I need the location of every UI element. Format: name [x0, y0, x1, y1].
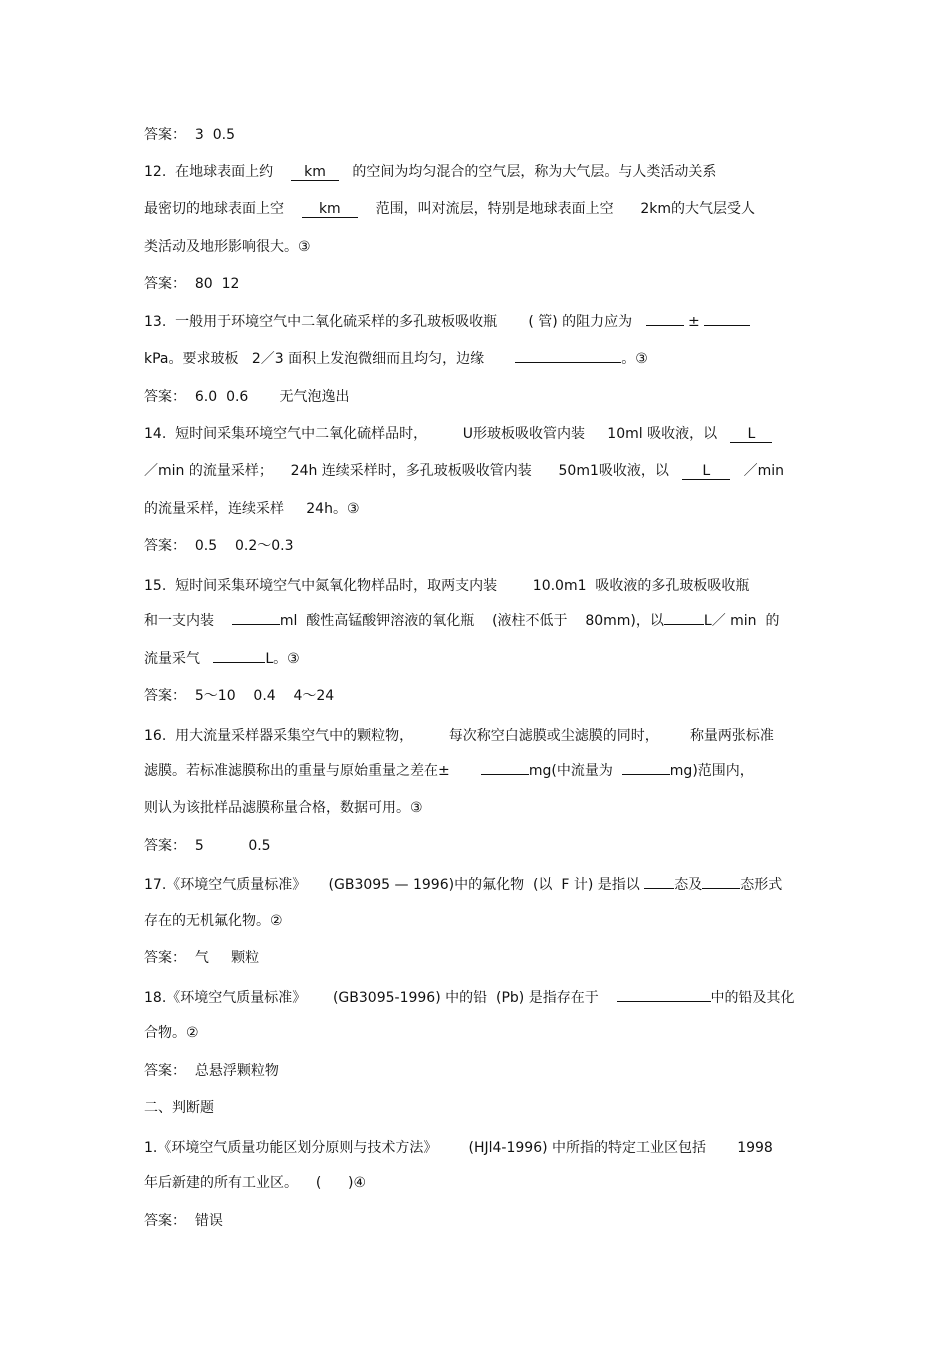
- blank[interactable]: [702, 888, 740, 889]
- blank[interactable]: [664, 624, 704, 625]
- question-12-line1: 12. 在地球表面上约 km 的空间为均匀混合的空气层，称为大气层。与人类活动关系: [144, 164, 717, 180]
- question-15-line3: 流量采气 L。③: [144, 651, 300, 667]
- judge-1-line1: 1.《环境空气质量功能区划分原则与技术方法》 (HJl4-1996) 中所指的特定工业区包括 1998: [144, 1140, 773, 1156]
- blank[interactable]: [232, 624, 280, 625]
- answer-11: 答案： 3 0.5: [144, 127, 235, 143]
- question-14-line3: 的流量采样，连续采样 24h。③: [144, 501, 360, 517]
- blank[interactable]: [515, 362, 621, 363]
- answer-14: 答案： 0.5 0.2～0.3: [144, 538, 294, 554]
- answer-16: 答案： 5 0.5: [144, 838, 271, 854]
- question-14-line2: ／min 的流量采样； 24h 连续采样时，多孔玻板吸收管内装 50m1吸收液，以 L ／min: [144, 463, 784, 479]
- answer-18: 答案： 总悬浮颗粒物: [144, 1063, 279, 1079]
- answer-judge-1: 答案： 错误: [144, 1213, 223, 1229]
- question-16-line3: 则认为该批样品滤膜称量合格，数据可用。③: [144, 800, 423, 816]
- blank[interactable]: [622, 774, 670, 775]
- blank[interactable]: [644, 888, 674, 889]
- blank[interactable]: [213, 662, 265, 663]
- answer-15: 答案： 5～10 0.4 4～24: [144, 688, 335, 704]
- question-17-line1: 17.《环境空气质量标准》 (GB3095 — 1996)中的氟化物 (以 F 计) 是指以 态及 态形式: [144, 877, 783, 893]
- question-15-line1: 15. 短时间采集环境空气中氮氧化物样品时，取两支内装 10.0m1 吸收液的多孔玻板吸收瓶: [144, 578, 750, 594]
- blank[interactable]: [646, 325, 684, 326]
- judge-1-line2: 年后新建的所有工业区。 ( )④: [144, 1175, 366, 1191]
- answer-12: 答案： 80 12: [144, 276, 240, 292]
- blank[interactable]: [617, 1001, 711, 1002]
- answer-17: 答案： 气 颗粒: [144, 950, 260, 966]
- blank[interactable]: km: [302, 201, 358, 218]
- blank[interactable]: [481, 774, 529, 775]
- blank[interactable]: L: [682, 463, 730, 480]
- question-13-line1: 13. 一般用于环境空气中二氧化硫采样的多孔玻板吸收瓶 ( 管) 的阻力应为 ±: [144, 313, 750, 331]
- question-18-line1: 18.《环境空气质量标准》 (GB3095-1996) 中的铅 (Pb) 是指存在于 中的铅及其化: [144, 990, 795, 1006]
- blank[interactable]: L: [730, 426, 772, 443]
- question-12-line2: 最密切的地球表面上空 km 范围，叫对流层，特别是地球表面上空 2km的大气层受人: [144, 201, 755, 217]
- question-15-line2: 和一支内装 ml 酸性高锰酸钾溶液的氧化瓶 (液柱不低于 80mm)，以 L／ min 的: [144, 613, 780, 629]
- blank[interactable]: km: [291, 164, 339, 181]
- answer-13: 答案： 6.0 0.6 无气泡逸出: [144, 389, 350, 405]
- question-12-line3: 类活动及地形影响很大。③: [144, 239, 311, 255]
- question-18-line2: 合物。②: [144, 1025, 199, 1041]
- question-13-line2: kPa。要求玻板 2／3 面积上发泡微细而且均匀，边缘 。③: [144, 351, 648, 367]
- question-16-line1: 16. 用大流量采样器采集空气中的颗粒物， 每次称空白滤膜或尘滤膜的同时， 称量两张标准: [144, 728, 774, 744]
- blank[interactable]: [704, 325, 750, 326]
- section-heading: 二、判断题: [144, 1100, 214, 1116]
- question-17-line2: 存在的无机氟化物。②: [144, 913, 283, 929]
- question-14-line1: 14. 短时间采集环境空气中二氧化硫样品时， U形玻板吸收管内装 10ml 吸收液，以 L: [144, 425, 772, 443]
- question-16-line2: 滤膜。若标准滤膜称出的重量与原始重量之差在± mg(中流量为 mg)范围内，: [144, 763, 754, 779]
